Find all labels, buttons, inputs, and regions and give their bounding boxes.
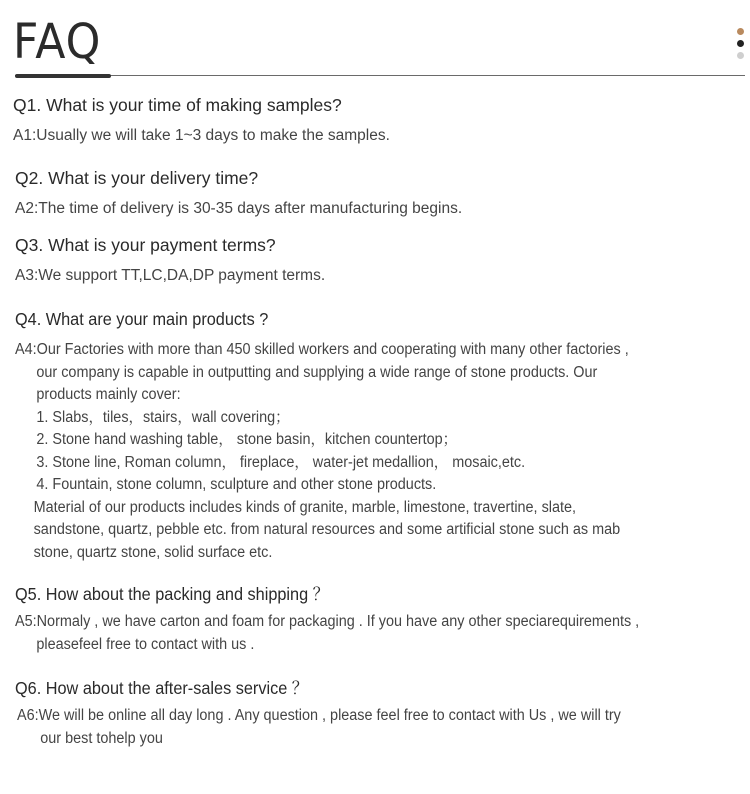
answer-line: stone, quartz stone, solid surface etc. (33, 543, 273, 561)
answer-line: A6:We will be online all day long . Any question , please feel free to contact with Us , we will try (17, 707, 621, 724)
faq-question-5: Q5. How about the packing and shipping ？ (15, 584, 329, 604)
faq-answer-4 (15, 339, 629, 564)
dot-light-icon (737, 52, 744, 59)
faq-question-1: Q1. What is your time of making samples? (13, 95, 342, 115)
decorative-dots (737, 28, 745, 64)
answer-line: A5:Normaly , we have carton and foam for packaging . If you have any other speciarequirements , (15, 613, 640, 630)
faq-question-6: Q6. How about the after-sales service ？ (15, 678, 309, 698)
faq-question-2: Q2. What is your delivery time? (15, 168, 259, 188)
title-underline-accent (15, 74, 111, 78)
faq-header (0, 0, 750, 80)
faq-answer-5 (15, 611, 639, 656)
dot-dark-icon (737, 40, 744, 47)
answer-line: Material of our products includes kinds of granite, marble, limestone, travertine, slate, (33, 498, 577, 516)
product-list-item: 2. Stone hand washing table， stone basin，kitchen countertop； (36, 431, 458, 448)
faq-question-4: Q4. What are your main products ? (15, 309, 269, 329)
faq-answer-2 (15, 198, 462, 221)
answer-line: our best tohelp you (40, 729, 163, 747)
page-title: FAQ (13, 14, 102, 70)
product-list-item: 3. Stone line, Roman column， fireplace， water-jet medallion， mosaic,etc. (36, 453, 526, 471)
answer-line: A3:We support TT,LC,DA,DP payment terms. (15, 267, 326, 284)
answer-line: our company is capable in outputting and supplying a wide range of stone products. Our (36, 363, 598, 381)
answer-line: pleasefeel free to contact with us . (36, 635, 255, 653)
faq-answer-1 (13, 125, 390, 148)
product-list-item: 4. Fountain, stone column, sculpture and other stone products. (36, 476, 437, 493)
answer-line: products mainly cover: (36, 386, 181, 403)
faq-answer-3 (15, 265, 325, 288)
product-list-item: 1. Slabs，tiles，stairs，wall covering； (36, 408, 290, 426)
header-divider (15, 75, 745, 76)
answer-line: A1:Usually we will take 1~3 days to make the samples. (13, 127, 390, 144)
faq-answer-6 (17, 705, 621, 750)
answer-line: A2:The time of delivery is 30-35 days after manufacturing begins. (15, 200, 463, 217)
faq-question-3: Q3. What is your payment terms? (15, 235, 276, 255)
dot-brown-icon (737, 28, 744, 35)
answer-line: A4:Our Factories with more than 450 skilled workers and cooperating with many other factories , (15, 341, 629, 358)
answer-line: sandstone, quartz, pebble etc. from natural resources and some artificial stone such as mab (33, 521, 621, 538)
